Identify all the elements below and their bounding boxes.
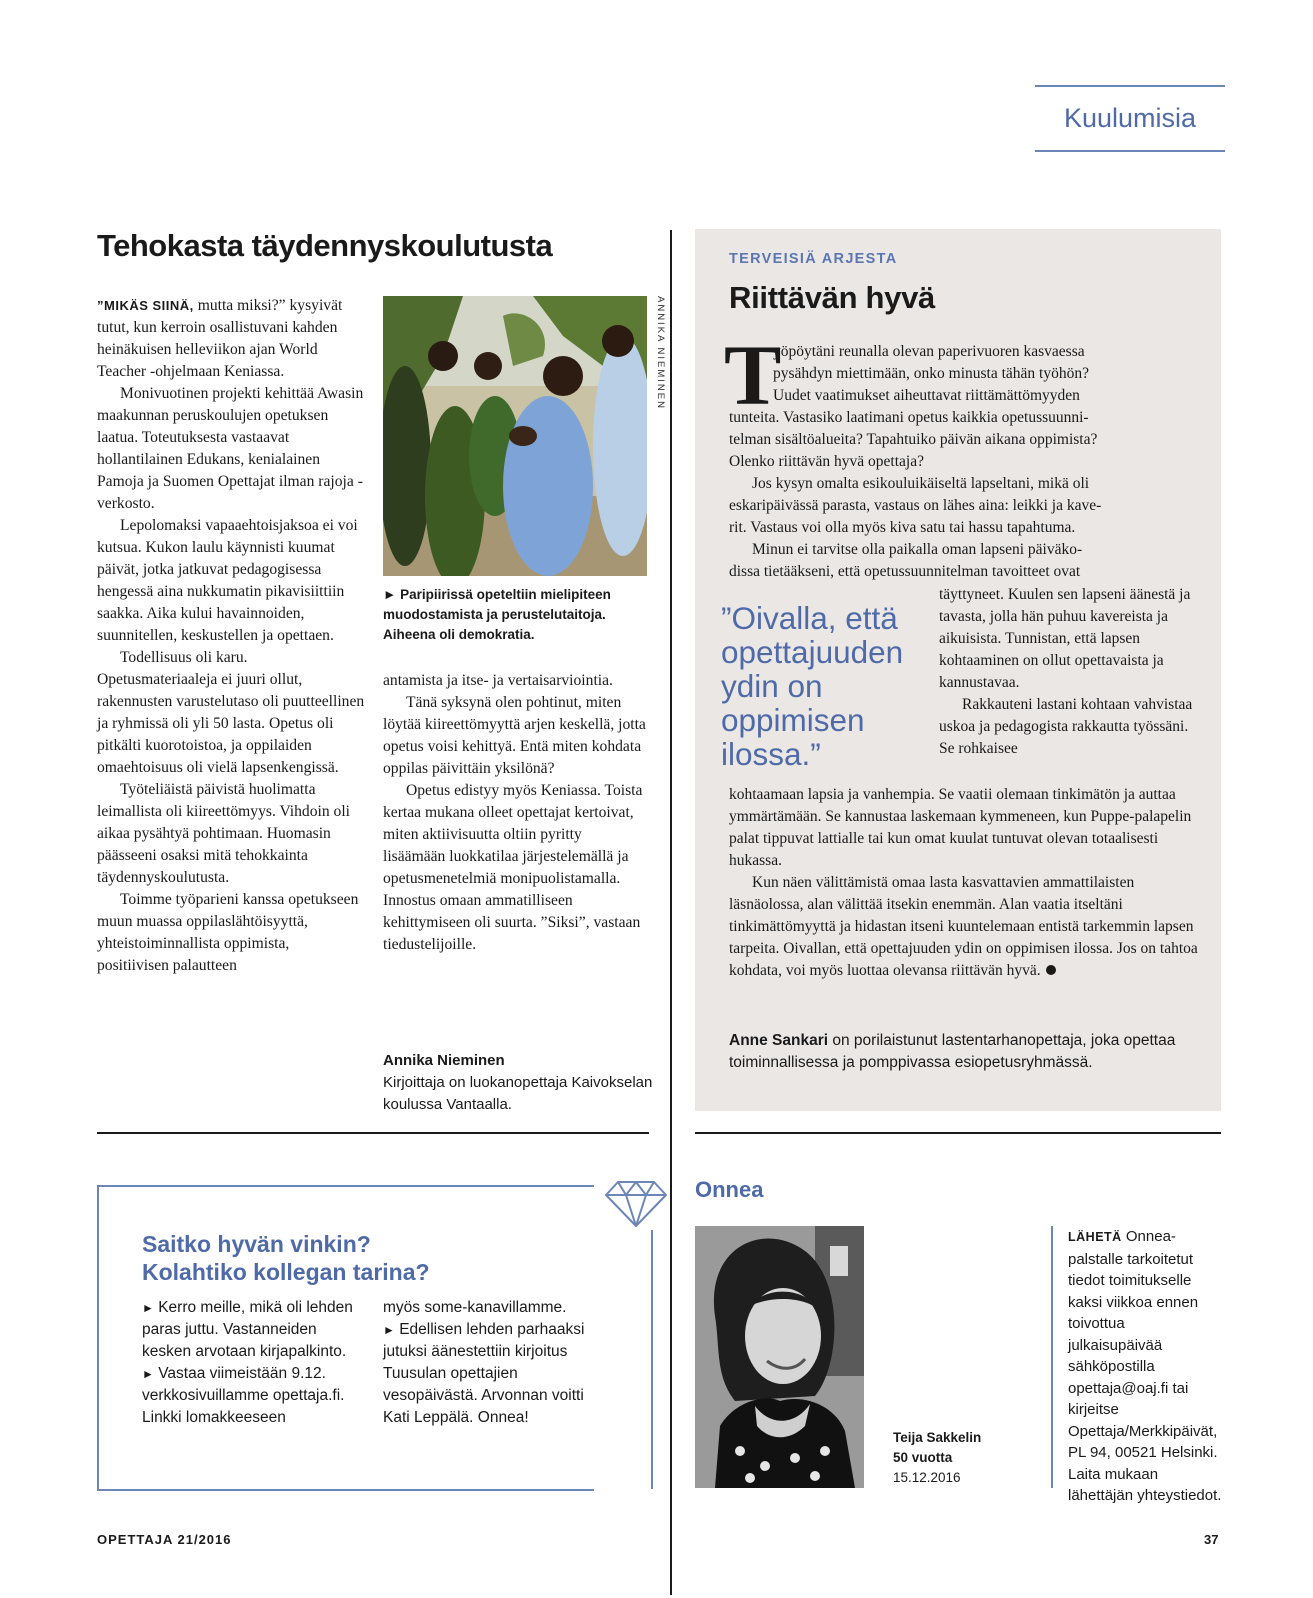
send-text: Onnea-palstalle tarkoitetut tiedot toimitukselle kaksi viikkoa ennen toivottua julkaisupäivää sähköpostilla opettaja@oaj.fi tai kirjeitse Opettaja/Merkkipäivät, PL 94, 00521 Helsinki. Laita mukaan lähettäjän yhteystiedot. [1068, 1228, 1222, 1504]
list-item: ► Edellisen lehden parhaaksi jutuksi äänestettiin kirjoitus Tuusulan opettajien vesopäivästä. Arvonnan voitti Kati Leppälä. Onnea! [383, 1321, 585, 1426]
body-paragraph: Opetus edistyy myös Keniassa. Toista kertaa mukana olleet opettajat kertoivat, miten aktiivisuutta oltiin pyritty lisäämään luokkatilaa järjestelemällä ja opetusmenetelmiä monipuolistamalla. Innostus omaan ammatilliseen kehittymiseen oli suurta. ”Siksi”, vastaan tiedustelijoille. [383, 782, 643, 953]
column-divider [670, 230, 672, 1595]
body-paragraph: Tänä syksynä olen pohtinut, miten löytää kiireettömyyttä arjen keskellä, jotta opetus voisi kehittyä. Entä miten kohdata oppilas päivittäin yksilönä? [383, 694, 646, 777]
right-article-title: Riittävän hyvä [729, 280, 935, 315]
body-paragraph: kohtaamaan lapsia ja vanhempia. Se vaatii olemaan tinkimätön ja auttaa ymmärtämään. Se kannustaa laskemaan kymmeneen, kun Puppe-palapelin palat tippuvat lattialle tai kun omat kuulat tuntuvat olevan totaalisesti hukassa. [729, 786, 1192, 869]
portrait-photo [695, 1226, 864, 1488]
body-paragraph: Työteliäistä päivistä huolimatta leimallista oli kiireettömyys. Vihdoin oli aikaa pysähtyä pohtimaan. Huomasin päässeeni osaksi mitä tehokkainta täydennyskoulutusta. [97, 781, 351, 886]
right-article-mid [939, 584, 1201, 760]
onnea-title: Onnea [695, 1177, 764, 1202]
photo-credit: ANNIKA NIEMINEN [655, 296, 666, 410]
bullet-icon: ► [142, 1301, 154, 1315]
body-paragraph: Kun näen välittämistä omaa lasta kasvattavien ammattilaisten läsnäolossa, alan välittää itsekin enemmän. Alan vaatia itseltäni tinkimättömyyttä ja hidastan itseni kuuntelemaan entistä tarkemmin lapsen tarpeita. Oivallan, että opettajuuden ydin on oppimisen ilossa. Jos on tahtoa kohdata, voi myös luottaa olevansa riittävän hyvä. [729, 874, 1198, 979]
feedback-column-2 [383, 1297, 613, 1429]
left-article-column-2 [383, 670, 648, 956]
issue-label: OPETTAJA 21/2016 [97, 1532, 232, 1547]
left-article-author [383, 1050, 653, 1116]
right-article-bottom [729, 784, 1201, 982]
text-line: telman sisältöalueita? Tapahtuiko päivän aikana oppimista? [729, 431, 1098, 448]
bullet-icon: ► [383, 1323, 395, 1337]
text-line: pysähdyn miettimään, onko minusta tähän työhön? [773, 365, 1089, 382]
info-rule [1051, 1226, 1053, 1488]
body-paragraph: Todellisuus oli karu. Opetusmateriaaleja ei juuri ollut, rakennusten varustelutaso oli puutteellinen ja ryhmissä oli yli 50 lasta. Opetus oli pitkälti kuorotoistoa, ja oppilaiden omaehtoisuus oli vielä lapsenkengissä. [97, 649, 365, 776]
divider-rule [695, 1132, 1221, 1134]
body-paragraph: antamista ja itse- ja vertaisarviointia. [383, 672, 613, 689]
article-photo [383, 296, 647, 576]
photo-caption: ► Paripiirissä opeteltiin mielipiteen muodostamista ja perustelutaitoja. Aiheena oli demokratia. [383, 587, 611, 642]
author-name: Annika Nieminen [383, 1052, 505, 1069]
section-tab [1035, 85, 1225, 152]
left-article-title: Tehokasta täydennyskoulutusta [97, 228, 553, 263]
submission-info [1068, 1226, 1223, 1507]
text-line: Uudet vaatimukset aiheuttavat riittämättömyyden [773, 387, 1080, 404]
left-article-lead-paragraph [97, 295, 365, 383]
end-mark-icon [1046, 965, 1056, 975]
person-date: 15.12.2016 [893, 1470, 961, 1485]
text-line: rit. Vastaus voi olla myös kiva satu tai hassu tapahtuma. [729, 519, 1076, 536]
right-article-author [729, 1030, 1199, 1074]
diamond-icon [604, 1179, 668, 1229]
list-item: ► Kerro meille, mikä oli lehden paras juttu. Vastanneiden kesken arvotaan kirjapalkinto. [142, 1299, 353, 1360]
author-name: Anne Sankari [729, 1032, 829, 1049]
body-paragraph: Monivuotinen projekti kehittää Awasin maakunnan peruskoulujen opetuksen laatua. Toteutuksesta vastaavat hollantilainen Edukans, kenialainen Pamoja ja Suomen Opettajat ilman rajoja -verkosto. [97, 385, 364, 512]
text-line: eskaripäivässä parasta, vastaus on lähes aina: leikki ja kave- [729, 497, 1102, 514]
text-line: dissa tietääkseni, että opetussuunnitelman tavoitteet ovat [729, 563, 1081, 580]
send-label: LÄHETÄ [1068, 1230, 1122, 1244]
text-line: Olenko riittävän hyvä opettaja? [729, 453, 924, 470]
left-article-column-1 [97, 295, 365, 977]
list-item: ► Vastaa viimeistään 9.12. verkkosivuillamme opettaja.fi. Linkki lomakkeeseen [142, 1365, 345, 1426]
photo-children-circle [383, 296, 647, 576]
list-item-continued: myös some-kanavillamme. [383, 1299, 567, 1316]
bullet-icon: ► [142, 1367, 154, 1381]
text-line: yöpöytäni reunalla olevan paperivuoren kasvaessa [773, 343, 1085, 360]
column-kicker: TERVEISIÄ ARJESTA [729, 251, 898, 267]
person-name: Teija Sakkelin [893, 1430, 982, 1445]
lead-in: ”MIKÄS SIINÄ, [97, 298, 194, 313]
feedback-column-1 [142, 1297, 357, 1429]
feedback-box-edge [651, 1230, 653, 1489]
page-number: 37 [1204, 1532, 1219, 1547]
divider-rule [97, 1132, 649, 1134]
text-line: Jos kysyn omalta esikouluikäiseltä lapseltani, mikä oli [752, 475, 1090, 492]
text-line: tunteita. Vastasiko laatimani opetus kaikkia opetussuunni- [729, 409, 1089, 426]
text-line: Minun ei tarvitse olla paikalla oman lapseni päiväko- [752, 541, 1083, 558]
body-paragraph: Toimme työparieni kanssa opetukseen muun muassa oppilaslähtöisyyttä, yhteistoiminnallista oppimista, positiivisen palautteen [97, 891, 359, 974]
lead-paragraph-text: mutta miksi?” kysyivät tutut, kun kerroin osallistuvani kahden heinäkuisen helleviikon ajan World Teacher -ohjelmaan Keniassa. [97, 297, 343, 380]
right-article-intro [729, 341, 1199, 583]
author-bio: on porilaistunut lastentarhanopettaja, joka opettaa toiminnallisessa ja pomppivassa esiopetusryhmässä. [729, 1032, 1176, 1071]
drop-cap: T [724, 327, 782, 423]
author-bio: Kirjoittaja on luokanopettaja Kaivokselan koulussa Vantaalla. [383, 1074, 653, 1113]
body-paragraph: täyttyneet. Kuulen sen lapseni äänestä ja tavasta, jolla hän puhuu kavereista ja aikuisista. Tunnistan, että lapsen kohtaaminen on ollut opettavaista ja kannustavaa. [939, 586, 1191, 691]
section-label: Kuulumisia [1063, 103, 1197, 133]
body-paragraph: Lepolomaksi vapaaehtoisjaksoa ei voi kutsua. Kukon laulu käynnisti kuumat päivät, jotka jatkuvat pedagogisessa hengessä aina nukkumatin pikavisiittiin saakka. Aika kului havainnoiden, suunnitellen, keskustellen ja opettaen. [97, 517, 358, 644]
body-paragraph: Rakkauteni lastani kohtaan vahvistaa uskoa ja pedagogista rakkautta työssäni. Se rohkaisee [939, 696, 1193, 757]
person-info [893, 1428, 1023, 1488]
person-age: 50 vuotta [893, 1450, 953, 1465]
pull-quote: ”Oivalla, että opettajuuden ydin on oppimisen ilossa.” [721, 600, 904, 772]
feedback-title: Saitko hyvän vinkin? Kolahtiko kollegan tarina? [142, 1231, 430, 1285]
